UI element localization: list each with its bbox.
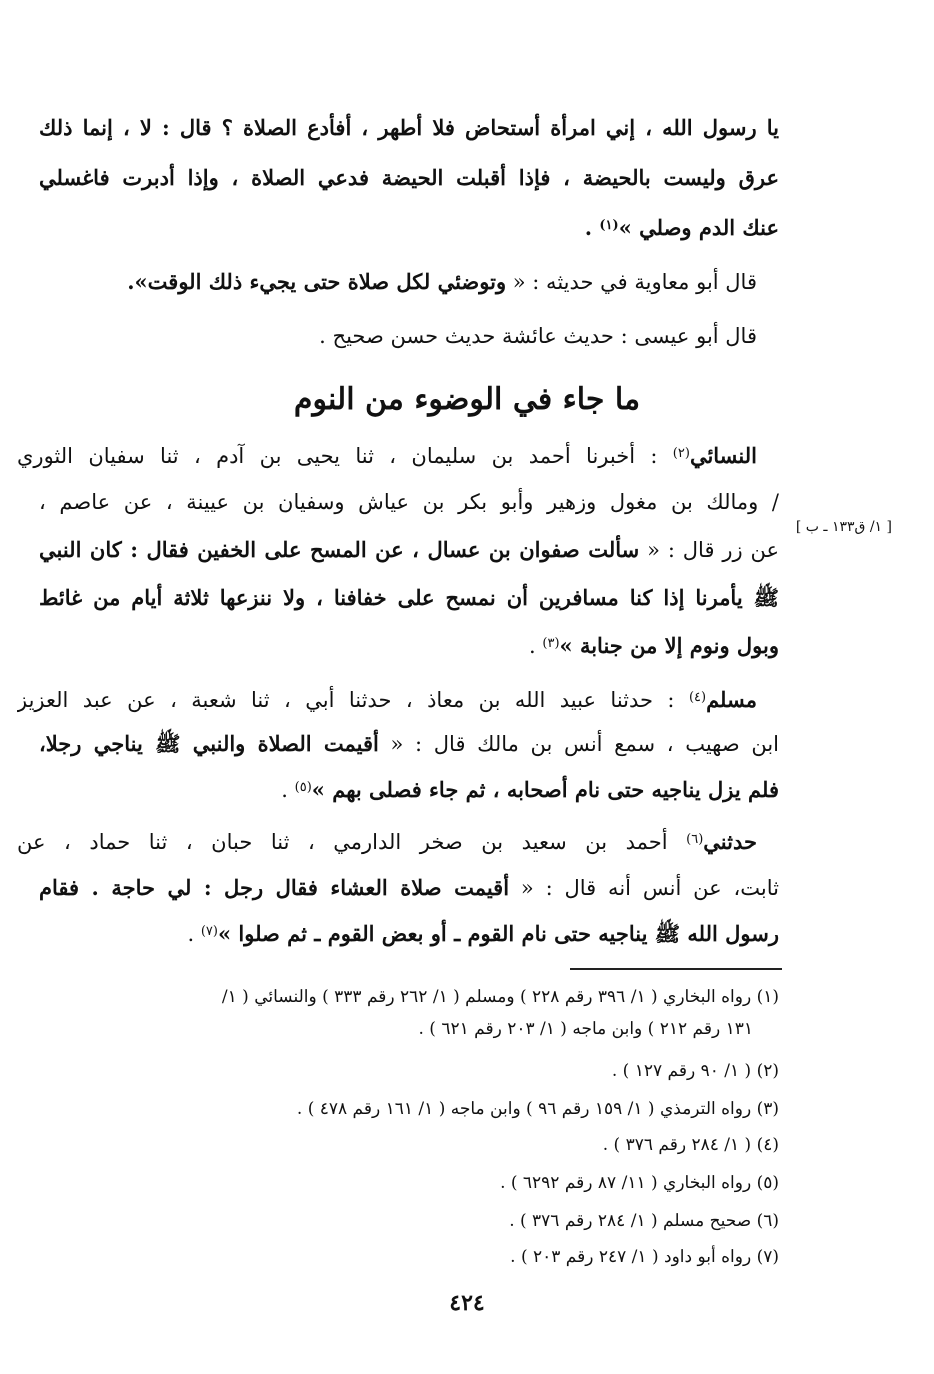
isnad-text: ثابت، عن أنس أنه قال : « [509,876,779,900]
hadith-text: سألت صفوان بن عسال ، عن المسح على الخفين فقال : كان النبي [39,537,640,562]
text-line [39,770,779,810]
source-name: النسائي [689,443,757,468]
text-line: يا رسول الله ، إني امرأة أستحاض فلا أطهر ، أفأدع الصلاة ؟ قال : لا ، إنما ذلك [39,115,779,140]
isnad-text: ابن صهيب ، سمع أنس بن مالك قال : « [378,732,779,756]
footnote-ref: (٢) [672,446,690,461]
text-line [39,914,779,954]
hadith-text: عنك الدم وصلي » [618,215,779,240]
footnote: (٢) ( ١/ ٩٠ رقم ١٢٧ ) . [611,1061,779,1081]
footnote-ref: (٦) [686,832,704,847]
footnote: (٥) رواه البخاري ( ١١/ ٨٧ رقم ٦٢٩٢ ) . [500,1173,779,1193]
footnote-ref: (٤) [688,690,707,705]
chapter-heading: ما جاء في الوضوء من النوم [293,382,641,417]
hadith-text: وتوضئي لكل صلاة حتى يجيء ذلك الوقت». [127,269,507,294]
punctuation: . [584,215,600,240]
source-name: حدثني [703,829,757,854]
hadith-text: فلم يزل يناجيه حتى نام أصحابه ، ثم جاء فصلى بهم » [311,777,779,802]
text-line [39,626,779,666]
manuscript-margin-note: [ ١/ ق١٣٣ ـ ب ] [795,519,892,535]
text-line [39,724,779,764]
text-line [17,680,779,720]
footnote: (١) رواه البخاري ( ١/ ٣٩٦ رقم ٢٢٨ ) ومسلم ( ١/ ٢٦٢ رقم ٣٣٣ ) والنسائي ( ١/ [221,987,779,1007]
punctuation: . [187,922,201,946]
source-name: مسلم [706,687,757,712]
footnote: (٣) رواه الترمذي ( ١/ ١٥٩ رقم ٩٦ ) وابن ماجه ( ١/ ١٦١ رقم ٤٧٨ ) . [296,1099,779,1119]
text-line [39,530,779,570]
footnote-ref: (١) [599,218,619,233]
footnote: ١٣١ رقم ٢١٢ ) وابن ماجه ( ١/ ٢٠٣ رقم ٦٢١ ) . [418,1019,753,1039]
footnote-ref: (٣) [542,636,560,651]
isnad-text: : حدثنا عبيد الله بن معاذ ، حدثنا أبي ، ثنا شعبة ، عن عبد العزيز [17,688,689,712]
text-line [39,208,779,248]
isnad-text: عن زر قال : « [639,538,779,562]
text-line [39,868,779,908]
isnad-text: أحمد بن سعيد بن صخر الدارمي ، ثنا حبان ، ثنا حماد ، عن [17,830,687,854]
hadith-text: رسول الله ﷺ يناجيه حتى نام القوم ـ أو بعض القوم ـ ثم صلوا » [217,921,779,946]
text-line [17,262,779,302]
footnote-ref: (٥) [294,780,312,795]
hadith-text: أقيمت الصلاة والنبي ﷺ يناجي رجلا، [39,731,379,756]
page-number: ٤٢٤ [449,1290,485,1316]
footnote: (٧) رواه أبو داود ( ١/ ٢٤٧ رقم ٢٠٣ ) . [510,1247,779,1267]
footnote: (٤) ( ١/ ٢٨٤ رقم ٣٧٦ ) . [602,1135,779,1155]
narration-intro: قال أبو معاوية في حديثه : « [506,270,757,294]
footnote: (٦) صحيح مسلم ( ١/ ٢٨٤ رقم ٣٧٦ ) . [509,1211,779,1231]
footnote-ref: (٧) [200,924,218,939]
text-line: / ومالك بن مغول وزهير وأبو بكر بن عياش وسفيان بن عيينة ، عن عاصم ، [39,490,779,514]
text-line [17,436,779,476]
hadith-text: وبول ونوم إلا من جنابة » [559,633,779,658]
text-line: عرق وليست بالحيضة ، فإذا أقبلت الحيضة فدعي الصلاة ، وإذا أدبرت فاغسلي [39,165,779,190]
text-line: ﷺ يأمرنا إذا كنا مسافرين أن نمسح على خفافنا ، ولا ننزعها ثلاثة أيام من غائط [39,585,779,610]
text-line [17,822,779,862]
hadith-text: أقيمت صلاة العشاء فقال رجل : لي حاجة . فقام [39,875,510,900]
punctuation: . [281,778,295,802]
punctuation: . [529,634,543,658]
isnad-text: : أخبرنا أحمد بن سليمان ، ثنا يحيى بن آدم ، ثنا سفيان الثوري [17,444,673,468]
text-line: قال أبو عيسى : حديث عائشة حديث حسن صحيح . [319,324,757,348]
footnote-separator [570,968,782,970]
